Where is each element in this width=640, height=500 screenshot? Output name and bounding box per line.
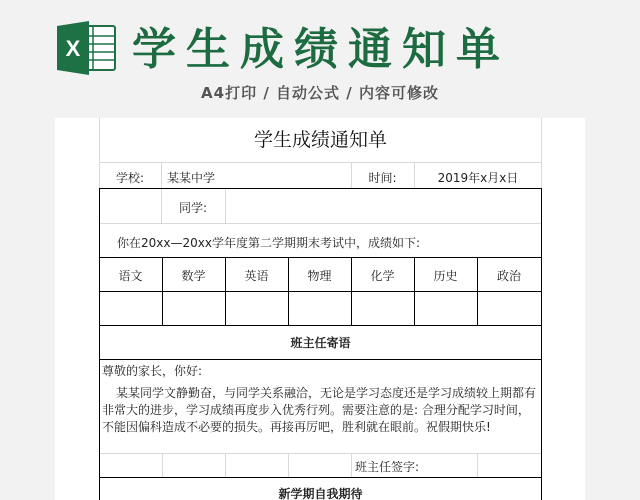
- table-top-border: [99, 257, 542, 258]
- student-label: 同学:: [178, 201, 208, 215]
- table-bottom-border: [99, 325, 542, 326]
- row-divider: [100, 453, 541, 454]
- page-subtitle: A4打印 / 自动公式 / 内容可修改: [201, 84, 439, 102]
- cell-divider: [162, 453, 163, 477]
- time-label: 时间:: [368, 171, 397, 185]
- table-header-border: [99, 291, 542, 292]
- svg-text:X: X: [65, 36, 81, 61]
- time-value[interactable]: 2019年x月x日: [437, 171, 519, 185]
- next-term-heading: 新学期自我期待: [278, 487, 363, 500]
- subject-header-politics: 政治: [496, 269, 521, 283]
- comment-heading: 班主任寄语: [290, 336, 351, 350]
- subject-header-english: 英语: [244, 269, 269, 283]
- subject-header-math: 数学: [181, 269, 206, 283]
- form-border-top: [99, 188, 542, 189]
- document-title: 学生成绩通知单: [99, 118, 542, 163]
- subject-header-chemistry: 化学: [370, 269, 395, 283]
- banner: [0, 0, 640, 118]
- cell-divider: [288, 453, 289, 477]
- excel-logo-icon: [55, 20, 117, 76]
- spreadsheet-page: [55, 118, 585, 500]
- signature-label: 班主任签字:: [355, 460, 420, 474]
- subject-header-history: 历史: [433, 269, 458, 283]
- cell-divider: [351, 453, 352, 477]
- school-value[interactable]: 某某中学: [167, 171, 216, 185]
- intro-text: 你在20xx—20xx学年度第二学期期末考试中，成绩如下:: [117, 236, 420, 250]
- row-divider: [100, 223, 541, 224]
- page-title: 学生成绩通知单: [132, 24, 510, 75]
- cell-divider: [161, 162, 162, 188]
- comment-line: 不能因偏科造成不必要的损失。再接再厉吧，胜利就在眼前。祝假期快乐!: [102, 420, 491, 434]
- cell-divider: [225, 453, 226, 477]
- cell-divider: [225, 189, 226, 223]
- subject-header-physics: 物理: [307, 269, 332, 283]
- greeting-text: 尊敬的家长，你好:: [102, 364, 203, 378]
- cell-divider: [477, 453, 478, 477]
- comment-line: 某某同学文静勤奋，与同学关系融洽，无论是学习态度还是学习成绩较上期都有: [116, 386, 537, 400]
- subject-header-chinese: 语文: [118, 269, 143, 283]
- school-label: 学校:: [115, 171, 145, 185]
- comment-line: 非常大的进步，学习成绩再度步入优秀行列。需要注意的是: 合理分配学习时间，: [102, 403, 530, 417]
- row-divider: [99, 477, 542, 478]
- row-divider: [99, 359, 542, 360]
